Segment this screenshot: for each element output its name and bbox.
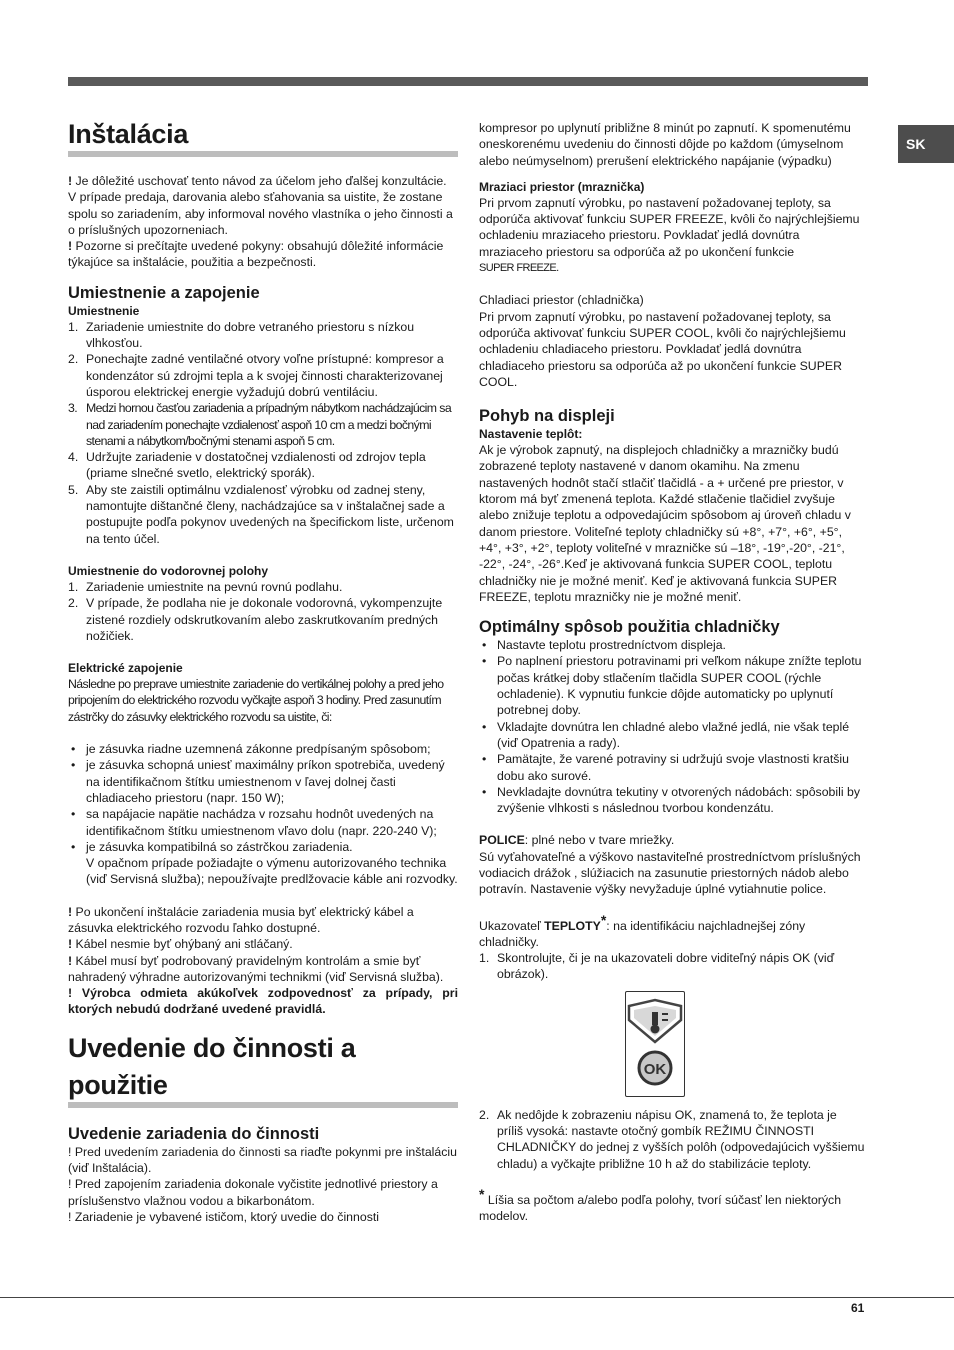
- electrical-note: V opačnom prípade požiadajte o výmenu autorizovaného technika (viď Servisná služba); nepoužívajte predlžovacie káble ani rozvodky.: [86, 856, 458, 887]
- heading-start-appliance: Uvedenie zariadenia do činnosti: [68, 1124, 320, 1143]
- shelves-paragraph: Sú vyťahovateľné a výškovo nastaviteľné prostredníctvom príslušných vodiacich drážok , slúžiacich na zasunutie priestorných nádob alebo potravín. Nastavenie výšky nevyžaduje úplné vytiahnutie police.: [479, 849, 861, 897]
- warning-cable: ! Kábel musí byť podrobovaný pravidelným kontrolám a smie byť nahradený výhradne autorizovanými technikmi (viď Servisná služba).: [68, 953, 444, 984]
- bullet-item: [68, 806, 458, 839]
- bullet-text: Po naplnení priestoru potravinami pri veľkom nákupe znížte teplotu počas krátkej doby stlačením tlačidla SUPER COOL (rýchle ochladenie). K vypnutiu funkcie dôjde automaticky po uplynutí potrebnej doby.: [497, 654, 862, 718]
- bullet-icon: •: [482, 638, 487, 653]
- start-paragraph-1: ! Pred uvedením zariadenia do činnosti sa riaďte pokynmi pre inštaláciu (viď Inštalácia).: [68, 1144, 457, 1176]
- list-number: 2.: [68, 596, 79, 611]
- indicator-paragraph: Ukazovateľ TEPLOTY*: na identifikáciu najchladnejšej zóny chladničky.: [479, 911, 806, 949]
- footer-line: [0, 1297, 954, 1298]
- bullet-text: Nastavte teplotu prostredníctvom displeja.: [497, 638, 726, 653]
- electrical-checklist: [68, 741, 458, 855]
- optimal-use-list: [479, 637, 865, 816]
- bullet-item: [479, 784, 865, 817]
- list-item: [68, 579, 458, 595]
- list-text: Ak nedôjde k zobrazeniu nápisu OK, znamená to, že teplota je príliš vysoká: nastavte otočný gombík REŽIMU ČINNOSTI CHLADNIČKY do jednej z vyšších polôh (odpovedajúcich vyššiemu chladu) a vyčkajte približne 10 h až do stabilizácie teploty.: [497, 1107, 865, 1171]
- start-paragraph-3: ! Zariadenie je vybavené ističom, ktorý uvedie do činnosti: [68, 1209, 379, 1224]
- list-text: V prípade, že podlaha nie je dokonale vodorovná, vykompenzujte zistené rozdiely odskrutkovaním alebo zaskrutkovaním predných nožičiek.: [86, 596, 443, 643]
- section-title-start-line-2: použitie: [68, 1069, 168, 1100]
- language-tab: SK: [898, 125, 954, 163]
- warning-mark: !: [68, 174, 73, 188]
- bullet-item: [68, 741, 458, 757]
- right-column: [479, 120, 865, 1225]
- list-text: Zariadenie umiestnite na pevnú rovnú podlahu.: [86, 579, 343, 594]
- list-number: 5.: [68, 482, 79, 497]
- list-item: [68, 449, 458, 482]
- start-paragraph-2: ! Pred zapojením zariadenia dokonale vyčistite jednotlivé priestory a príslušenstvo vlažnou vodou a bikarbonátom.: [68, 1177, 438, 1208]
- freezer-paragraph-end: SUPER FREEZE.: [479, 262, 559, 275]
- list-item: [68, 400, 458, 449]
- indicator-label: TEPLOTY: [544, 918, 601, 933]
- bullet-icon: •: [482, 752, 487, 767]
- bullet-icon: •: [71, 807, 76, 822]
- warning-liability: ! Výrobca odmieta akúkoľvek zodpovednosť za prípady, pri ktorých nebudú dodržané uvedené pravidlá.: [68, 986, 458, 1017]
- header-bar: [68, 77, 868, 86]
- ok-indicator-icon: [626, 992, 684, 1096]
- list-text: Ponechajte zadné ventilačné otvory voľne prístupné: kompresor a kondenzátor sú zdrojmi tepla a k svojej činnosti charakterizovanej úsporou elektrickej energie vyžadujú dobrú ventiláciu.: [86, 352, 444, 399]
- bullet-text: Nevkladajte dovnútra tekutiny v otvorených nádobách: spôsobili by zvýšenie vlhkosti s následnou tvorbou kondenzátu.: [497, 784, 860, 816]
- subheading-placement: Umiestnenie: [68, 303, 140, 318]
- placement-list: [68, 319, 458, 547]
- page-number: 61: [851, 1301, 865, 1315]
- bullet-item: [479, 719, 865, 752]
- list-text: Zariadenie umiestnite do dobre vetraného priestoru s nízkou vlhkosťou.: [86, 319, 415, 351]
- list-item: [68, 595, 458, 644]
- indicator-list-continued: [479, 1107, 865, 1172]
- list-text: Skontrolujte, či je na ukazovateli dobre viditeľný nápis OK (viď obrázok).: [497, 951, 835, 982]
- warning-mark: !: [68, 239, 73, 254]
- temperature-indicator-figure: [625, 991, 685, 1097]
- bullet-icon: •: [71, 839, 76, 854]
- heading-display: Pohyb na displeji: [479, 407, 615, 426]
- bullet-text: je zásuvka riadne uzemnená zákonne predpísaným spôsobom;: [86, 742, 431, 757]
- bullet-item: [68, 839, 458, 855]
- warning-bend: ! Kábel nesmie byť ohýbaný ani stláčaný.: [68, 937, 293, 952]
- list-item: [68, 482, 458, 547]
- leveling-list: [68, 579, 458, 644]
- list-number: 1.: [68, 579, 79, 594]
- title-underline: [68, 151, 458, 157]
- bullet-item: [68, 757, 458, 806]
- fridge-paragraph: Pri prvom zapnutí výrobku, po nastavení požadovanej teploty, sa odporúča aktivovať funkciu SUPER COOL, kvôli čo najrýchlejšiemu ochladeniu chladiaceho priestoru. Povkladať jedlá dovnútra chladiaceho priestoru sa odporúča až po ukončení funkcie SUPER COOL.: [479, 309, 846, 389]
- compressor-continuation: kompresor po uplynutí približne 8 minút po zapnutí. K spomenutému oneskorenému uvedeniu do činnosti dôjde po každom (úmyselnom alebo neúmyselnom) prerušení elektrického napájanie (výpadku): [479, 121, 851, 168]
- indicator-list: [479, 950, 865, 983]
- section-title-start-line-1: Uvedenie do činnosti a: [68, 1032, 356, 1063]
- temperature-paragraph: Ak je výrobok zapnutý, na displejoch chladničky a mrazničky budú zobrazené teploty nastavené v danom okamihu. Na zmenu nastavených hodnôt stačí stlačiť tlačidlá - a + určené pre priestor, v ktorom má byť zmenená teplota. Každé stlačenie tlačidiel zvyšuje alebo znižuje teplotu a odpovedajúcim spôsobom aj úroveň chladu v danom priestore. Voliteľné teploty chladničky sú +8°, +7°, +6°, +5°, +4°, +3°, +2°, teploty voliteľné v mrazničke sú –18°, -19°,-20°, -21°, -22°, -24°, -26°.Keď je aktivovaná funkcia SUPER COOL, teplotu chladničky nie je možné meniť. Keď je aktivovaná funkcia SUPER FREEZE, teplotu mrazničky nie je možné meniť.: [479, 443, 851, 604]
- list-item: [479, 1107, 865, 1172]
- list-text: Udržujte zariadenie v dostatočnej vzdialenosti od zdrojov tepla (priame slnečné svetlo, elektrický sporák).: [86, 450, 426, 481]
- bullet-icon: •: [482, 654, 487, 669]
- fridge-title: Chladiaci priestor (chladnička): [479, 293, 644, 308]
- subheading-leveling: Umiestnenie do vodorovnej polohy: [68, 563, 269, 578]
- list-item: [68, 319, 458, 352]
- list-item: [479, 950, 865, 983]
- bullet-item: [479, 653, 865, 718]
- list-text: Aby ste zaistili optimálnu vzdialenosť výrobku od zadnej steny, namontujte dištančné členy, nachádzajúce sa v inštalačnej sade a postupujte podľa pokynov uvedených na špecifickom liste, určenom na tento účel.: [86, 482, 454, 546]
- list-text: Medzi hornou časťou zariadenia a prípadným nábytkom nachádzajúcim sa nad zariadením ponechajte vzdialenosť aspoň 10 cm a medzi bočnými stenami a nábytkom/bočnými stenami aspoň 5 cm.: [86, 401, 452, 448]
- subheading-electrical: Elektrické zapojenie: [68, 661, 183, 676]
- bullet-icon: •: [71, 742, 76, 757]
- bullet-icon: •: [71, 758, 76, 773]
- intro-paragraph-2: ! Pozorne si prečítajte uvedené pokyny: obsahujú dôležité informácie týkajúce sa inštalácie, použitia a bezpečnosti.: [68, 239, 444, 270]
- footnote-star: *: [600, 911, 607, 928]
- warning-accessible: ! Po ukončení inštalácie zariadenia musia byť elektrický kábel a zásuvka elektrického rozvodu ľahko dostupné.: [68, 904, 414, 935]
- intro-paragraph-1: ! Je dôležité uschovať tento návod za účelom jeho ďalšej konzultácie. V prípade predaja, darovania alebo sťahovania sa uistite, že zostane spolu so zariadením, aby informoval nového vlastníka o jeho činnosti a o príslušných upozorneniach.: [68, 174, 453, 237]
- section-title-installation: Inštalácia: [68, 119, 189, 149]
- freezer-paragraph: Pri prvom zapnutí výrobku, po nastavení požadovanej teploty, sa odporúča aktivovať funkciu SUPER FREEZE, kvôli čo najrýchlejšiemu ochladeniu mraziaceho priestoru. Povkladať jedlá dovnútra mraziaceho priestoru sa odporúča až po ukončení funkcie: [479, 195, 860, 259]
- list-number: 1.: [479, 951, 490, 966]
- shelves-line: POLICE: plné nebo v tvare mriežky.: [479, 833, 675, 848]
- shelves-label: POLICE: [479, 833, 525, 848]
- list-number: 4.: [68, 450, 79, 465]
- subheading-temperature-setting: Nastavenie teplôt:: [479, 427, 583, 442]
- heading-placement-connection: Umiestnenie a zapojenie: [68, 283, 260, 302]
- left-column: [68, 118, 458, 1225]
- list-number: 2.: [68, 352, 79, 367]
- bullet-icon: •: [482, 719, 487, 734]
- list-number: 1.: [68, 319, 79, 334]
- bullet-item: [479, 637, 865, 653]
- list-number: 3.: [68, 401, 78, 416]
- bullet-text: sa napájacie napätie nachádza v rozsahu hodnôt uvedených na identifikačnom štítku umiestnenom vľavo dolu (napr. 220-240 V);: [86, 807, 437, 838]
- electrical-intro: Následne po preprave umiestnite zariadenie do vertikálnej polohy a pred jeho pripojením do elektrického rozvodu vyčkajte aspoň 3 hodiny. Pred zasunutím zástrčky do zásuvky elektrického rozvodu sa uistite, či:: [68, 677, 444, 724]
- bullet-icon: •: [482, 784, 487, 799]
- bullet-text: Pamätajte, že varené potraviny si udržujú svoje vlastnosti kratšiu dobu ako surové.: [497, 752, 849, 783]
- subheading-freezer: Mraziaci priestor (mraznička): [479, 179, 645, 194]
- heading-optimal-use: Optimálny spôsob použitia chladničky: [479, 618, 780, 637]
- ok-label: OK: [643, 1060, 667, 1078]
- bullet-text: je zásuvka kompatibilná so zástrčkou zariadenia.: [86, 839, 353, 854]
- list-number: 2.: [479, 1107, 490, 1122]
- bullet-text: je zásuvka schopná uniesť maximálny príkon spotrebiča, uvedený na identifikačnom štítku umiestnenom v ľavej dolnej časti chladiaceho priestoru (napr. 150 W);: [86, 758, 445, 805]
- bullet-text: Vkladajte dovnútra len chladné alebo vlažné jedlá, nie však teplé (viď Opatrenia a rady).: [497, 719, 850, 750]
- title-underline: [68, 1102, 458, 1108]
- bullet-item: [479, 751, 865, 784]
- list-item: [68, 351, 458, 400]
- footnote: * Líšia sa počtom a/alebo podľa polohy, tvorí súčasť len niektorých modelov.: [479, 1185, 842, 1224]
